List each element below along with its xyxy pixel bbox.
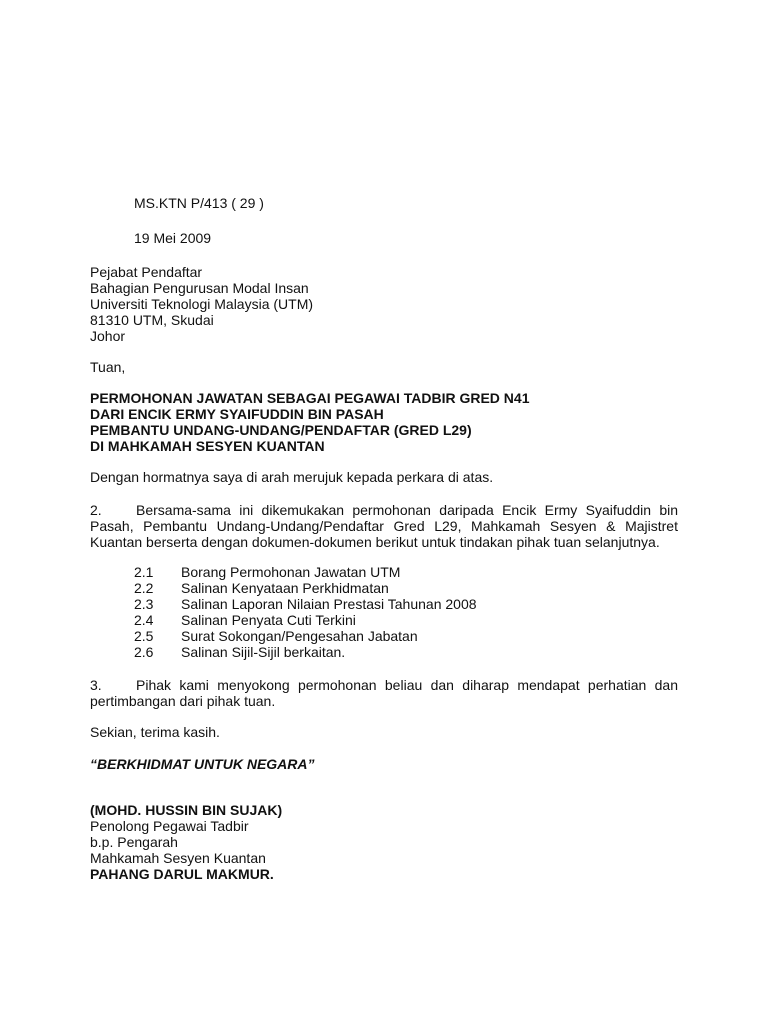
signatory-office: Mahkamah Sesyen Kuantan [90,850,266,866]
salutation: Tuan, [90,359,126,375]
paragraph-2-line: Kuantan berserta dengan dokumen-dokumen berikut untuk tindakan pihak tuan selanjutnya. [90,534,660,550]
paragraph-number: 2. [90,502,102,518]
list-item: 2.2 Salinan Kenyataan Perkhidmatan [134,580,389,596]
motto: “BERKHIDMAT UNTUK NEGARA” [90,756,315,772]
paragraph-3-line: 3. Pihak kami menyokong permohonan beliau dan diharap mendapat perhatian dan [90,677,678,693]
address-line: Johor [90,328,126,344]
reference-number: MS.KTN P/413 ( 29 ) [134,195,264,211]
address-line: Bahagian Pengurusan Modal Insan [90,280,309,296]
address-line: 81310 UTM, Skudai [90,312,214,328]
list-item: 2.4 Salinan Penyata Cuti Terkini [134,612,356,628]
signatory-name: (MOHD. HUSSIN BIN SUJAK) [90,802,283,818]
address-line: Pejabat Pendaftar [90,264,203,280]
subject-line: PEMBANTU UNDANG-UNDANG/PENDAFTAR (GRED L29) [90,422,472,438]
paragraph-3-line: pertimbangan dari pihak tuan. [90,693,276,709]
subject-line: DARI ENCIK ERMY SYAIFUDDIN BIN PASAH [90,406,384,422]
letter-date: 19 Mei 2009 [134,230,212,246]
paragraph-2-line: 2. Bersama-sama ini dikemukakan permohonan daripada Encik Ermy Syaifuddin bin [90,502,678,518]
list-item: 2.5 Surat Sokongan/Pengesahan Jabatan [134,628,418,644]
paragraph-1: Dengan hormatnya saya di arah merujuk kepada perkara di atas. [90,469,494,485]
closing: Sekian, terima kasih. [90,724,220,740]
address-line: Universiti Teknologi Malaysia (UTM) [90,296,314,312]
paragraph-2-line: Pasah, Pembantu Undang-Undang/Pendaftar Gred L29, Mahkamah Sesyen & Majistret [90,518,678,534]
signatory-state: PAHANG DARUL MAKMUR. [90,866,274,882]
list-item: 2.1 Borang Permohonan Jawatan UTM [134,564,401,580]
subject-line: PERMOHONAN JAWATAN SEBAGAI PEGAWAI TADBIR GRED N41 [90,390,530,406]
list-item: 2.3 Salinan Laporan Nilaian Prestasi Tahunan 2008 [134,596,477,612]
signatory-on-behalf: b.p. Pengarah [90,834,178,850]
signatory-title: Penolong Pegawai Tadbir [90,818,249,834]
list-item: 2.6 Salinan Sijil-Sijil berkaitan. [134,644,346,660]
subject-line: DI MAHKAMAH SESYEN KUANTAN [90,438,325,454]
paragraph-number: 3. [90,677,102,693]
